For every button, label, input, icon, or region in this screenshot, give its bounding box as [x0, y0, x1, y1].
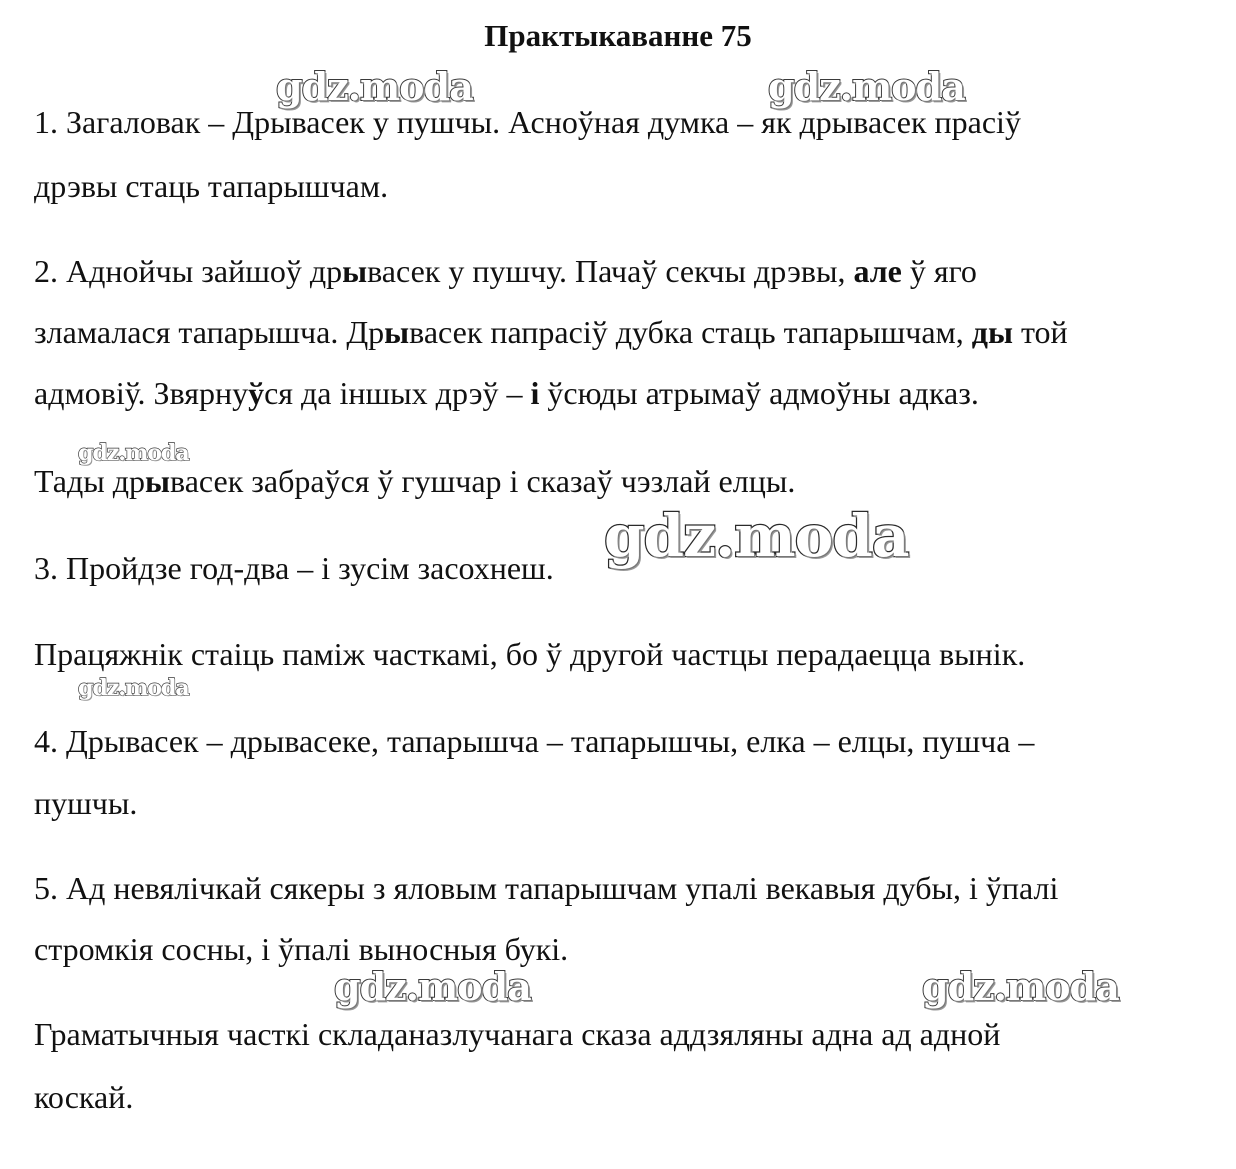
text-segment: васек забраўся ў гушчар і сказаў чэзлай елцы.: [170, 463, 796, 499]
text-segment: той: [1012, 314, 1068, 350]
watermark: gdz.moda: [768, 64, 965, 109]
text-line-1: 1. Загаловак – Дрывасек у пушчы. Асноўная думка – як дрывасек прасіў: [34, 104, 1021, 140]
text-line-10: пушчы.: [34, 785, 138, 821]
text-line-12: стромкія сосны, і ўпалі выносныя букі.: [34, 931, 569, 967]
page-title: Практыкаванне 75: [484, 18, 752, 53]
text-line-5: [34, 373, 979, 413]
text-line-11: 5. Ад невялічкай сякеры з яловым тапарышчам упалі векавыя дубы, і ўпалі: [34, 870, 1059, 906]
text-segment: васек папрасіў дубка стаць тапарышчам,: [409, 314, 972, 350]
watermark: gdz.moda: [334, 964, 531, 1009]
watermark: gdz.moda: [78, 440, 189, 466]
text-segment: адмовіў. Звярну: [34, 375, 249, 411]
text-segment: 2. Аднойчы зайшоў др: [34, 253, 343, 289]
bold-word: але: [853, 253, 902, 289]
text-segment: зламалася тапарышча. Др: [34, 314, 385, 350]
text-segment: ў яго: [901, 253, 977, 289]
watermark: gdz.moda: [604, 502, 909, 570]
text-line-7: 3. Пройдзе год-два – і зусім засохнеш.: [34, 550, 554, 586]
text-line-6: [34, 461, 795, 501]
text-line-13: Граматычныя часткі складаназлучанага сказа аддзяляны адна ад адной: [34, 1016, 1001, 1052]
watermark: gdz.moda: [276, 64, 473, 109]
text-segment: ўсюды атрымаў адмоўны адказ.: [539, 375, 979, 411]
bold-letter: ы: [145, 463, 170, 499]
text-line-3: [34, 251, 977, 291]
text-segment: васек у пушчу. Пачаў секчы дрэвы,: [367, 253, 854, 289]
text-line-2: дрэвы стаць тапарышчам.: [34, 168, 389, 204]
bold-letter: ы: [342, 253, 368, 289]
bold-word: ды: [971, 314, 1013, 350]
watermark: gdz.moda: [78, 675, 189, 701]
bold-word: і: [530, 375, 540, 411]
text-segment: ся да іншых дрэў –: [264, 375, 531, 411]
text-line-8: Працяжнік стаіць паміж часткамі, бо ў другой частцы перадаецца вынік.: [34, 636, 1026, 672]
text-line-14: коскай.: [34, 1079, 134, 1115]
bold-letter: ў: [248, 375, 265, 411]
text-segment: Тады др: [34, 463, 146, 499]
watermark: gdz.moda: [922, 964, 1119, 1009]
bold-letter: ы: [384, 314, 410, 350]
text-line-9: 4. Дрывасек – дрывасеке, тапарышча – тапарышчы, елка – елцы, пушча –: [34, 723, 1035, 759]
text-line-4: [34, 312, 1068, 352]
